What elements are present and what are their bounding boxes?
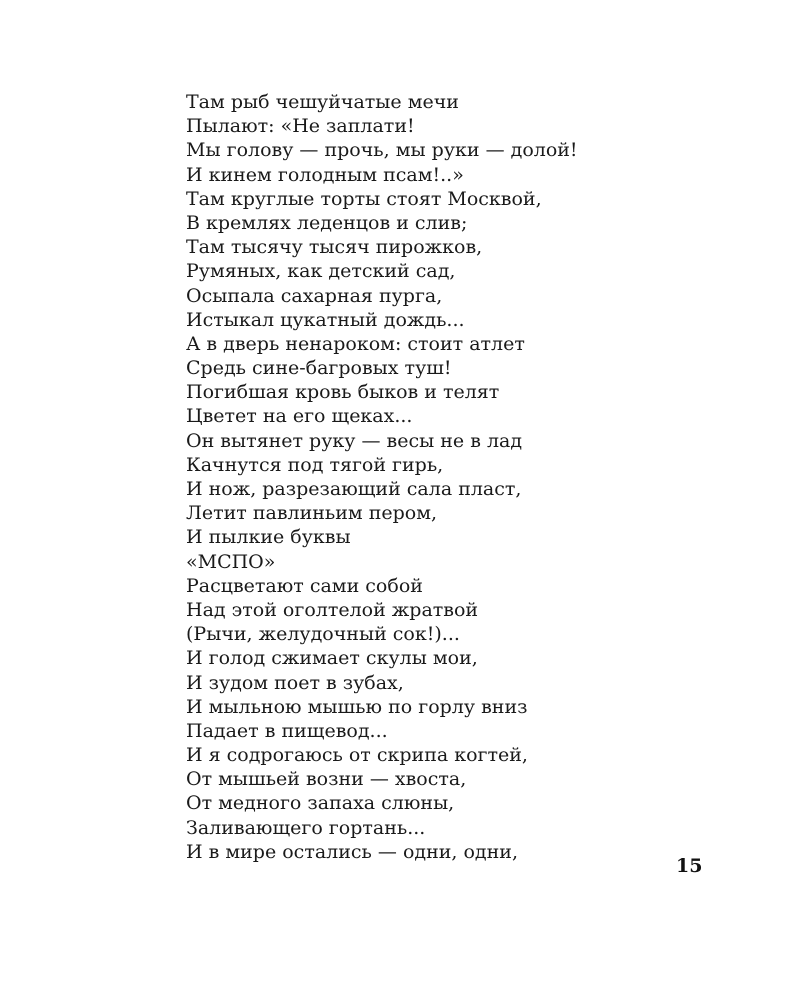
poem-line: И мыльною мышью по горлу вниз xyxy=(186,695,528,718)
poem-line: Средь сине-багровых туш! xyxy=(186,357,452,380)
poem-line: Цветет на его щеках... xyxy=(186,405,413,428)
poem-line: От мышьей возни — хвоста, xyxy=(186,768,467,791)
poem-line: Там круглые торты стоят Москвой, xyxy=(186,187,542,210)
poem-line: Расцветают сами собой xyxy=(186,574,423,597)
poem-line: Летит павлиньим пером, xyxy=(186,502,438,525)
poem-line: Он вытянет руку — весы не в лад xyxy=(186,429,523,452)
poem-line: И нож, разрезающий сала пласт, xyxy=(186,478,522,500)
poem-line: Заливающего гортань... xyxy=(186,816,426,839)
poem-line: (Рычи, желудочный сок!)... xyxy=(186,623,460,646)
poem-line: От медного запаха слюны, xyxy=(186,792,455,815)
poem-line: Там тысячу тысяч пирожков, xyxy=(186,236,483,259)
poem-line: Погибшая кровь быков и телят xyxy=(186,381,500,404)
page-number: 15 xyxy=(676,855,703,877)
poem-text xyxy=(186,90,686,864)
poem-line: И кинем голодным псам!..» xyxy=(186,163,464,186)
poem-line: И в мире остались — одни, одни, xyxy=(186,840,518,863)
poem-line: А в дверь ненароком: стоит атлет xyxy=(186,332,525,355)
poem-line: И зудом поет в зубах, xyxy=(186,671,404,694)
poem-line: Над этой оголтелой жратвой xyxy=(186,598,479,621)
poem-line: Румяных, как детский сад, xyxy=(186,260,456,283)
poem-line: Там рыб чешуйчатые мечи xyxy=(186,91,459,113)
poem-line: «МСПО» xyxy=(186,550,276,573)
poem-line: Осыпала сахарная пурга, xyxy=(186,284,443,307)
poem-line: Падает в пищевод... xyxy=(186,719,388,742)
poem-line: И я содрогаюсь от скрипа когтей, xyxy=(186,744,528,767)
poem-line: Качнутся под тягой гирь, xyxy=(186,453,444,476)
poem-line: Истыкал цукатный дождь... xyxy=(186,308,465,331)
poem-line: И пылкие буквы xyxy=(186,526,351,549)
poem-line: И голод сжимает скулы мои, xyxy=(186,647,478,670)
poem-line: В кремлях леденцов и слив; xyxy=(186,211,468,234)
poem-line: Пылают: «Не заплати! xyxy=(186,115,415,138)
poem-line: Мы голову — прочь, мы руки — долой! xyxy=(186,139,578,162)
